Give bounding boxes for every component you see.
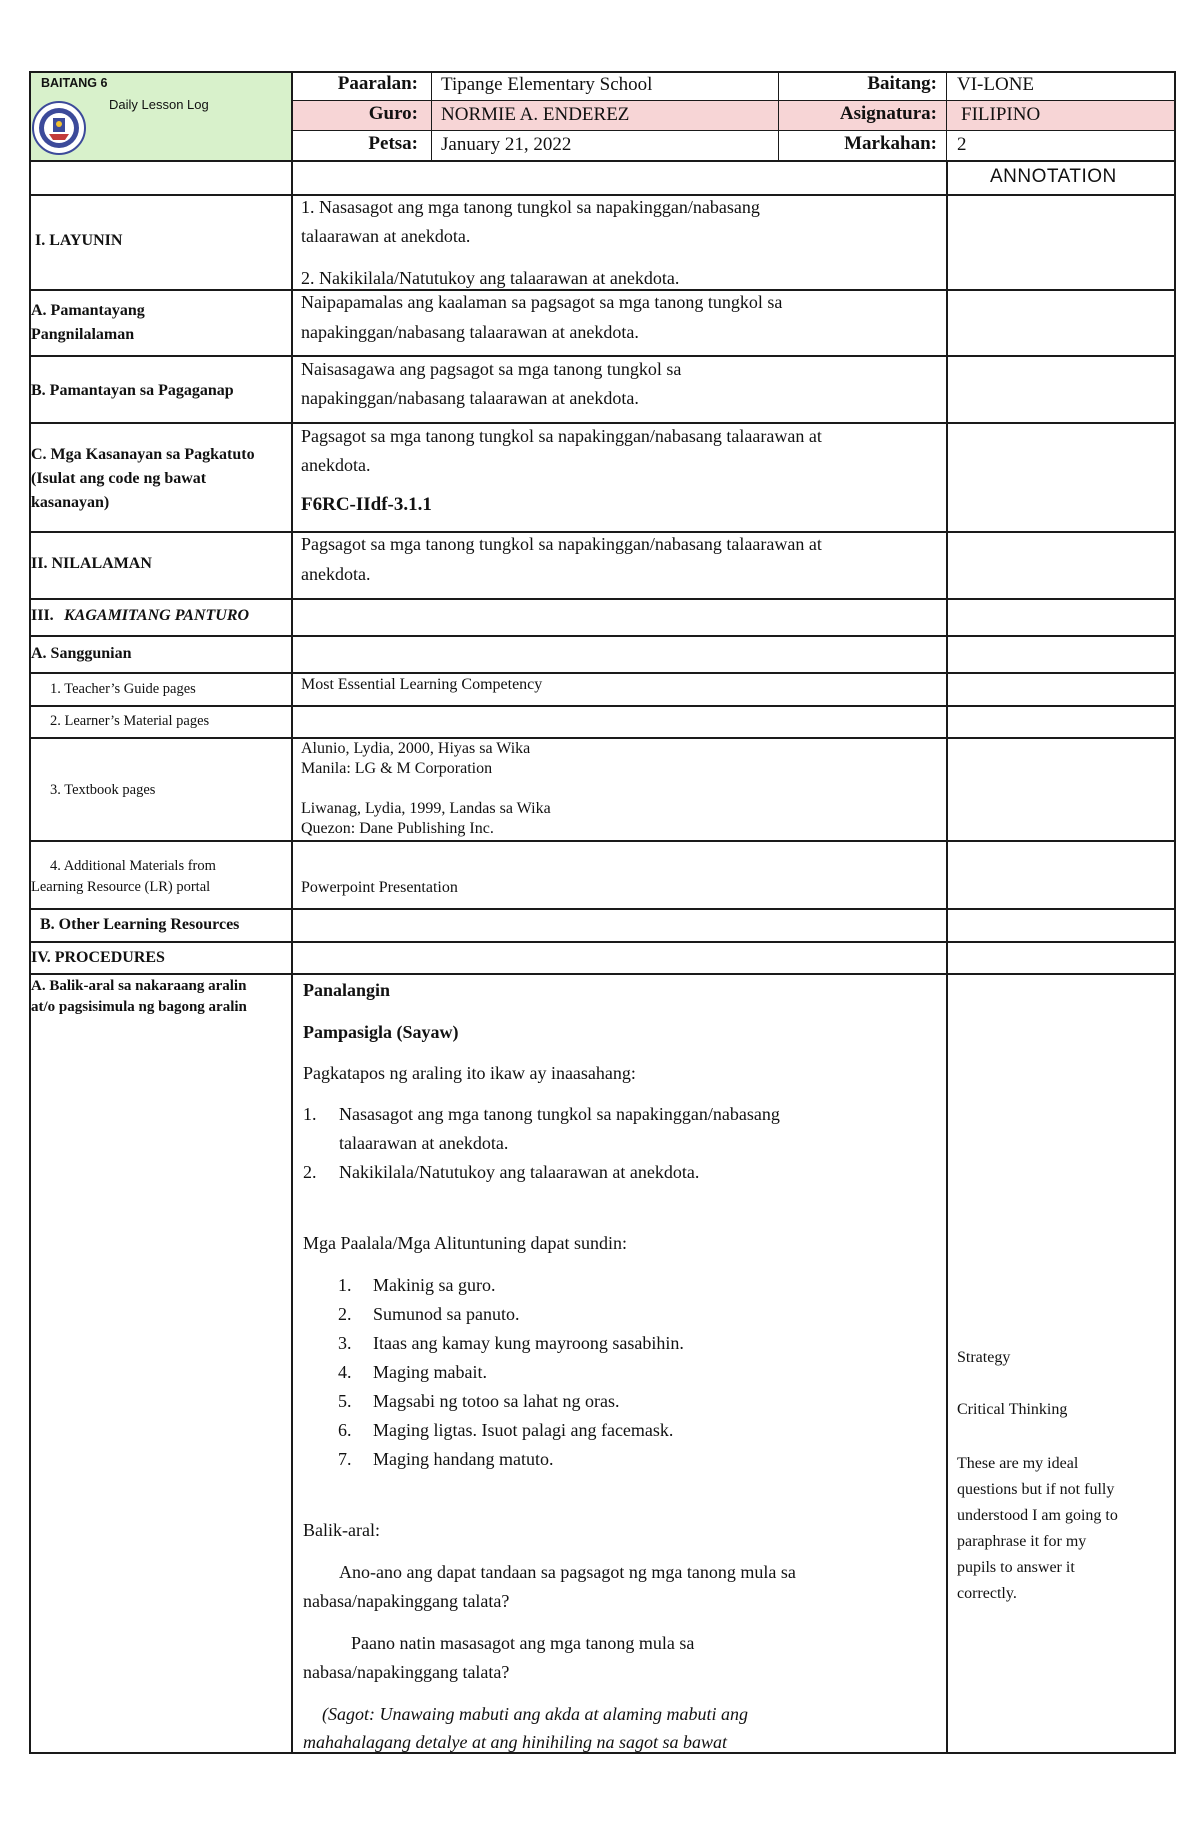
nilalaman-line2: anekdota. [301, 564, 371, 584]
rule-num: 2. [338, 1304, 352, 1324]
learners-material-label: 2. Learner’s Material pages [50, 713, 210, 729]
additional-label-1: 4. Additional Materials from [50, 858, 216, 874]
annotation-note-line: understood I am going to [957, 1507, 1118, 1524]
balik-aral-label-1: A. Balik-aral sa nakaraang aralin [31, 978, 247, 994]
kasanayan-line2: anekdota. [301, 455, 371, 475]
rule-num: 7. [338, 1449, 352, 1469]
textbook-line4: Quezon: Dane Publishing Inc. [301, 820, 494, 837]
layunin-label: I. LAYUNIN [35, 232, 123, 249]
teachers-guide-value: Most Essential Learning Competency [301, 676, 543, 693]
pamantayang-line1: Naipapamalas ang kaalaman sa pagsagot sa mga tanong tungkol sa [301, 292, 783, 312]
layunin-line2: talaarawan at anekdota. [301, 226, 471, 246]
rules-heading: Mga Paalala/Mga Alituntuning dapat sundin: [303, 1233, 627, 1253]
subject-label: Asignatura: [839, 103, 937, 124]
nilalaman-label: II. NILALAMAN [31, 555, 152, 572]
additional-label-2: Learning Resource (LR) portal [31, 879, 211, 895]
kagamitang-label: KAGAMITANG PANTURO [64, 607, 250, 624]
textbook-line3: Liwanag, Lydia, 1999, Landas sa Wika [301, 800, 551, 817]
layunin-line3: 2. Nakikilala/Natutukoy ang talaarawan at anekdota. [301, 268, 680, 288]
balik-aral-label-2: at/o pagsisimula ng bagong aralin [31, 999, 247, 1015]
grade-title: BAITANG 6 [41, 76, 108, 90]
pamantayang-label-2: Pangnilalaman [31, 326, 135, 343]
objectives-intro: Pagkatapos ng araling ito ikaw ay inaasahang: [303, 1063, 636, 1083]
quarter-label: Markahan: [844, 133, 937, 154]
annotation-note-line: These are my ideal [957, 1455, 1079, 1472]
textbook-line2: Manila: LG & M Corporation [301, 760, 493, 777]
other-resources-label: B. Other Learning Resources [40, 916, 240, 933]
pagganap-line1: Naisasagawa ang pagsagot sa mga tanong tungkol sa [301, 359, 682, 379]
annotation-note-line: paraphrase it for my [957, 1533, 1087, 1550]
kagamitang-num: III. [31, 607, 54, 624]
annotation-note-line: questions but if not fully [957, 1481, 1115, 1498]
textbook-line1: Alunio, Lydia, 2000, Hiyas sa Wika [301, 740, 531, 757]
annotation-critical: Critical Thinking [957, 1401, 1068, 1418]
pagganap-label: B. Pamantayan sa Pagaganap [31, 382, 234, 399]
log-title: Daily Lesson Log [109, 97, 209, 112]
sanggunian-label: A. Sanggunian [31, 645, 132, 662]
header-pink-row [292, 101, 1175, 130]
procedures-label: IV. PROCEDURES [31, 949, 165, 966]
kasanayan-code: F6RC-IIdf-3.1.1 [301, 494, 432, 515]
review-answer-line2: mahahalagang detalye at ang hinihiling na sagot sa bawat [303, 1732, 727, 1752]
objective-num: 1. [303, 1104, 317, 1124]
review-heading: Balik-aral: [303, 1520, 380, 1540]
kasanayan-label-2: (Isulat ang code ng bawat [31, 470, 207, 487]
date-value: January 21, 2022 [441, 134, 572, 155]
objective-cont: talaarawan at anekdota. [339, 1133, 509, 1153]
review-answer-line1: (Sagot: Unawaing mabuti ang akda at alaming mabuti ang [322, 1704, 748, 1724]
teacher-value: NORMIE A. ENDEREZ [441, 104, 630, 125]
rule-num: 3. [338, 1333, 352, 1353]
objective-text: Nakikilala/Natutukoy ang talaarawan at anekdota. [339, 1162, 700, 1182]
date-label: Petsa: [368, 133, 418, 154]
nilalaman-line1: Pagsagot sa mga tanong tungkol sa napakinggan/nabasang talaarawan at [301, 534, 822, 554]
grade-label: Baitang: [867, 73, 937, 94]
objective-text: Nasasagot ang mga tanong tungkol sa napakinggan/nabasang [339, 1104, 780, 1124]
annotation-strategy: Strategy [957, 1349, 1011, 1366]
rule-num: 5. [338, 1391, 352, 1411]
rule-num: 4. [338, 1362, 352, 1382]
school-label: Paaralan: [337, 73, 418, 94]
pagganap-line2: napakinggan/nabasang talaarawan at anekdota. [301, 388, 639, 408]
rule-text: Maging mabait. [373, 1362, 487, 1382]
rule-num: 6. [338, 1420, 352, 1440]
quarter-value: 2 [957, 134, 967, 155]
annotation-heading: ANNOTATION [990, 166, 1117, 187]
rule-text: Itaas ang kamay kung mayroong sasabihin. [373, 1333, 684, 1353]
rule-text: Maging handang matuto. [373, 1449, 554, 1469]
pamantayang-line2: napakinggan/nabasang talaarawan at anekdota. [301, 322, 639, 342]
rule-text: Magsabi ng totoo sa lahat ng oras. [373, 1391, 620, 1411]
annotation-note-line: correctly. [957, 1585, 1017, 1602]
rule-text: Sumunod sa panuto. [373, 1304, 520, 1324]
layunin-line1: 1. Nasasagot ang mga tanong tungkol sa napakinggan/nabasang [301, 197, 760, 217]
rule-text: Maging ligtas. Isuot palagi ang facemask. [373, 1420, 674, 1440]
school-value: Tipange Elementary School [441, 74, 653, 95]
teacher-label: Guro: [368, 103, 418, 124]
rule-num: 1. [338, 1275, 352, 1295]
textbook-label: 3. Textbook pages [50, 782, 156, 798]
pamantayang-label-1: A. Pamantayang [31, 302, 145, 319]
pampasigla-heading: Pampasigla (Sayaw) [303, 1022, 459, 1042]
deped-seal-logo [31, 100, 87, 156]
review-q1-line1: Ano-ano ang dapat tandaan sa pagsagot ng mga tanong mula sa [339, 1562, 796, 1582]
review-q1-line2: nabasa/napakinggang talata? [303, 1591, 510, 1611]
additional-value: Powerpoint Presentation [301, 879, 458, 896]
teachers-guide-label: 1. Teacher’s Guide pages [50, 681, 196, 697]
grade-value: VI-LONE [957, 74, 1035, 95]
review-q2-line1: Paano natin masasagot ang mga tanong mula sa [351, 1633, 695, 1653]
subject-value: FILIPINO [961, 104, 1041, 125]
annotation-note-line: pupils to answer it [957, 1559, 1075, 1576]
kasanayan-line1: Pagsagot sa mga tanong tungkol sa napakinggan/nabasang talaarawan at [301, 426, 822, 446]
kasanayan-label-3: kasanayan) [31, 494, 110, 511]
kasanayan-label-1: C. Mga Kasanayan sa Pagkatuto [31, 446, 255, 463]
review-q2-line2: nabasa/napakinggang talata? [303, 1662, 510, 1682]
panalangin-heading: Panalangin [303, 980, 391, 1000]
rule-text: Makinig sa guro. [373, 1275, 496, 1295]
objective-num: 2. [303, 1162, 317, 1182]
